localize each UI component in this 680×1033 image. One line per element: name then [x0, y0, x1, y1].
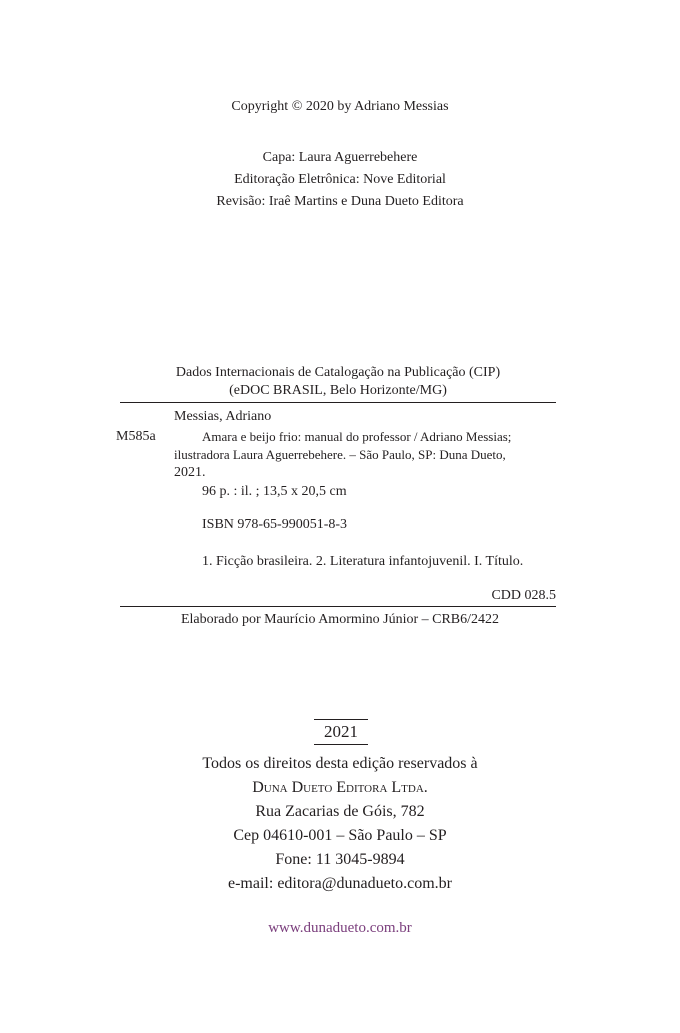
- year-bottom-rule: [314, 744, 368, 745]
- publisher-cep: Cep 04610-001 – São Paulo – SP: [233, 827, 447, 844]
- publication-year: 2021: [324, 722, 358, 741]
- cip-subjects: 1. Ficção brasileira. 2. Literatura infantojuvenil. I. Título.: [202, 554, 524, 569]
- cip-author: Messias, Adriano: [174, 409, 272, 424]
- cip-heading: Dados Internacionais de Catalogação na Publicação (CIP): [175, 365, 501, 380]
- cip-top-rule: [120, 402, 556, 403]
- cip-title-line-1: Amara e beijo frio: manual do professor / Adriano Messias;: [202, 429, 512, 444]
- cip-title-line-2: ilustradora Laura Aguerrebehere. – São Paulo, SP: Duna Dueto,: [174, 447, 506, 462]
- cip-call-number: M585a: [116, 429, 156, 444]
- cip-title-line-3: 2021.: [174, 465, 206, 480]
- rights-statement: Todos os direitos desta edição reservados à: [202, 755, 478, 772]
- publisher-email[interactable]: e-mail: editora@dunadueto.com.br: [228, 875, 452, 892]
- cip-bottom-rule: [120, 606, 556, 607]
- copyright-line: Copyright © 2020 by Adriano Messias: [231, 99, 449, 114]
- layout-credit: Editoração Eletrônica: Nove Editorial: [234, 172, 446, 187]
- cip-cdd: CDD 028.5: [491, 588, 556, 603]
- publisher-phone: Fone: 11 3045-9894: [275, 851, 405, 868]
- publisher-name: Duna Dueto Editora Ltda.: [252, 779, 428, 796]
- publisher-address: Rua Zacarias de Góis, 782: [255, 803, 425, 820]
- cip-physical-description: 96 p. : il. ; 13,5 x 20,5 cm: [202, 484, 347, 499]
- cip-header: [120, 364, 556, 400]
- cover-credit: Capa: Laura Aguerrebehere: [262, 150, 418, 165]
- year-top-rule: [314, 719, 368, 720]
- cip-cataloger: Elaborado por Maurício Amormino Júnior – CRB6/2422: [180, 612, 500, 627]
- cip-isbn: ISBN 978-65-990051-8-3: [202, 517, 348, 532]
- cip-subheading: (eDOC BRASIL, Belo Horizonte/MG): [229, 383, 447, 398]
- website-link[interactable]: www.dunadueto.com.br: [268, 920, 412, 936]
- revision-credit: Revisão: Iraê Martins e Duna Dueto Editora: [216, 194, 464, 209]
